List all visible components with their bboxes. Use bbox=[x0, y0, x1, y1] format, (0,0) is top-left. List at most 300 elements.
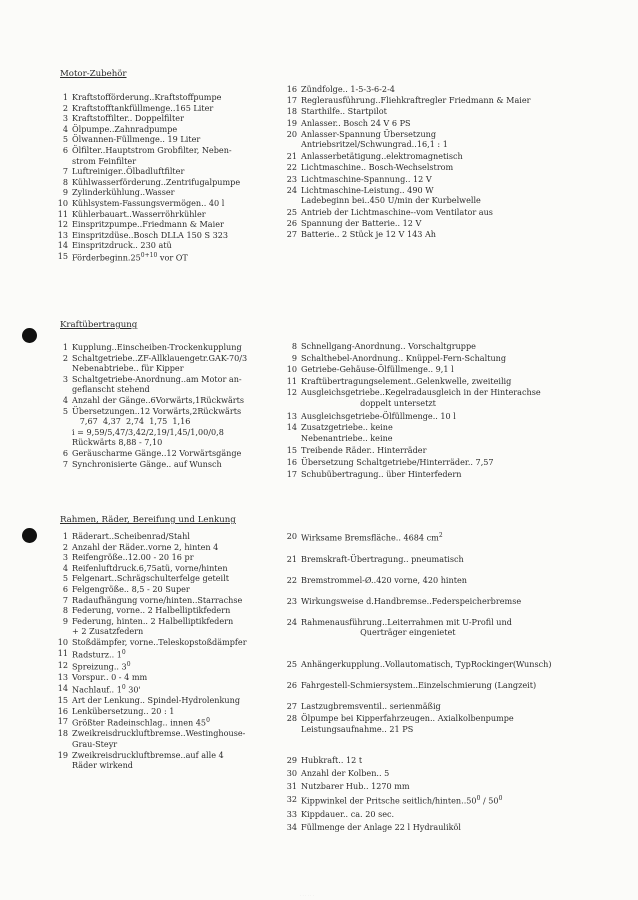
item-text bbox=[301, 341, 476, 352]
item-text bbox=[72, 240, 172, 251]
item-label: Anzahl der Räder..vorne 2, hinten 4 bbox=[72, 541, 219, 552]
item-number: 29 bbox=[286, 755, 297, 766]
item-body bbox=[301, 680, 536, 691]
item-body bbox=[301, 376, 511, 387]
item-body bbox=[72, 406, 241, 448]
item-label: Antrieb der Lichtmaschine--vom Ventilator aus bbox=[301, 207, 493, 218]
item-body bbox=[72, 552, 194, 563]
item-continuation: Antriebsritzel/Schwungrad..16,1 : 1 bbox=[301, 139, 448, 150]
item-number: 25 bbox=[286, 207, 297, 218]
item-number: 7 bbox=[62, 458, 68, 469]
item-label: Stoßdämpfer, vorne..Teleskopstoßdämpfer bbox=[72, 636, 247, 647]
item-text bbox=[72, 134, 200, 145]
item-label: Anlasserbetätigung..elektromagnetisch bbox=[301, 151, 463, 162]
item-number: 10 bbox=[57, 197, 68, 208]
item-text bbox=[72, 683, 141, 695]
item-body bbox=[72, 113, 184, 124]
item-label: Kippdauer.. ca. 20 sec. bbox=[301, 808, 395, 819]
item-text bbox=[301, 151, 463, 162]
item-label: Schalthebel-Anordnung.. Knüppel-Fern-Schaltung bbox=[301, 352, 507, 363]
item-label: Lichtmaschine-Spannung.. 12 V bbox=[301, 173, 432, 184]
item-number: 6 bbox=[62, 144, 68, 155]
item-number: 13 bbox=[286, 410, 297, 421]
list-item bbox=[283, 596, 618, 607]
item-number: 7 bbox=[62, 166, 68, 177]
list-item bbox=[283, 185, 613, 206]
item-body bbox=[301, 713, 514, 734]
item-label: Nachlauf.. 1 bbox=[72, 684, 122, 695]
item-body bbox=[72, 750, 224, 771]
list-item bbox=[283, 445, 613, 456]
item-text bbox=[301, 701, 441, 712]
item-text bbox=[301, 185, 481, 196]
item-label: Füllmenge der Anlage 22 l Hydrauliköl bbox=[301, 821, 461, 832]
item-text bbox=[301, 387, 541, 398]
item-body bbox=[301, 445, 426, 456]
item-tail: / 50 bbox=[480, 795, 499, 806]
item-body bbox=[301, 106, 387, 117]
item-body bbox=[72, 124, 177, 135]
item-label: Anlasser.. Bosch 24 V 6 PS bbox=[301, 117, 411, 128]
item-body bbox=[301, 218, 421, 229]
item-tail: 30' bbox=[125, 684, 141, 695]
item-body bbox=[301, 84, 395, 95]
list-item bbox=[283, 106, 613, 117]
right-column bbox=[283, 531, 618, 835]
item-label: Lichtmaschine-Leistung.. 490 W bbox=[301, 184, 434, 195]
item-body bbox=[301, 162, 453, 173]
item-number: 34 bbox=[286, 821, 297, 832]
item-label: Einspritzdruck.. 230 atü bbox=[72, 240, 172, 251]
item-body bbox=[301, 411, 456, 422]
list-item bbox=[54, 660, 289, 672]
item-body bbox=[72, 448, 241, 459]
item-number: 3 bbox=[62, 113, 68, 124]
item-text bbox=[72, 103, 213, 114]
item-number: 3 bbox=[62, 552, 68, 563]
item-body bbox=[72, 683, 141, 695]
item-text bbox=[72, 92, 221, 103]
list-item bbox=[283, 755, 618, 766]
right-column bbox=[283, 84, 613, 241]
item-number: 31 bbox=[286, 781, 297, 792]
item-label: Einspritzdüse..Bosch DLLA 150 S 323 bbox=[72, 229, 229, 240]
item-number: 17 bbox=[286, 468, 297, 479]
item-body bbox=[72, 166, 184, 177]
item-body bbox=[72, 531, 190, 542]
item-number: 33 bbox=[286, 808, 297, 819]
item-body bbox=[301, 95, 531, 106]
item-number: 11 bbox=[57, 647, 68, 658]
item-label: Zweikreisdruckluftbremse..auf alle 4 bbox=[72, 749, 224, 760]
list-item bbox=[54, 230, 289, 241]
item-number: 4 bbox=[62, 562, 68, 573]
item-number: 9 bbox=[62, 187, 68, 198]
item-body bbox=[301, 185, 481, 206]
list-item bbox=[283, 229, 613, 240]
item-number: 8 bbox=[62, 176, 68, 187]
item-number: 19 bbox=[57, 749, 68, 760]
item-label: Kraftstofförderung..Kraftstoffpumpe bbox=[72, 92, 222, 102]
item-body bbox=[72, 542, 218, 553]
list-item bbox=[54, 113, 289, 124]
item-label: Federung, hinten.. 2 Halbelliptikfedern bbox=[72, 615, 234, 626]
list-item bbox=[54, 251, 289, 263]
list-item bbox=[54, 573, 289, 584]
item-number: 11 bbox=[286, 375, 297, 386]
list-item bbox=[283, 411, 613, 422]
item-label: Fahrgestell-Schmiersystem..Einzelschmierung (Langzeit) bbox=[301, 679, 537, 690]
superscript: 0+1 bbox=[140, 251, 154, 259]
item-text bbox=[301, 129, 448, 140]
list-item bbox=[54, 219, 289, 230]
item-number: 32 bbox=[286, 794, 297, 804]
item-label: Kühlsystem-Fassungsvermögen.. 40 l bbox=[72, 197, 225, 208]
item-body bbox=[72, 605, 230, 616]
item-number: 9 bbox=[291, 352, 297, 363]
item-label: Reifenluftdruck.6,75atü, vorne/hinten bbox=[72, 562, 228, 573]
item-continuation: Querträger eingenietet bbox=[301, 627, 456, 638]
list-item bbox=[283, 129, 613, 150]
item-body bbox=[301, 575, 467, 586]
left-column bbox=[54, 342, 289, 469]
item-label: Lastzugbremsventil.. serienmäßig bbox=[301, 700, 441, 711]
item-text bbox=[72, 187, 175, 198]
list-item bbox=[54, 552, 289, 563]
item-text bbox=[301, 680, 536, 691]
item-continuation: i = 9,59/5,47/3,42/2,19/1,45/1,00/0,8 bbox=[72, 426, 224, 437]
item-number: 22 bbox=[286, 162, 297, 173]
item-body bbox=[72, 230, 228, 241]
item-label: Anzahl der Kolben.. 5 bbox=[301, 768, 390, 779]
item-text bbox=[72, 573, 229, 584]
right-column bbox=[283, 341, 613, 480]
item-label: Ausgleichsgetriebe-Ölfüllmenge.. 10 l bbox=[301, 410, 456, 421]
item-label: Starthilfe.. Startpilot bbox=[301, 106, 387, 117]
punch-hole-top bbox=[22, 328, 37, 343]
list-item bbox=[54, 595, 289, 606]
item-body bbox=[72, 459, 222, 470]
item-text bbox=[72, 353, 247, 364]
list-item bbox=[283, 174, 613, 185]
item-text bbox=[72, 552, 194, 563]
item-body bbox=[301, 701, 441, 712]
item-label: Ölpumpe..Zahnradpumpe bbox=[72, 123, 178, 134]
list-item bbox=[283, 376, 613, 387]
item-text bbox=[301, 659, 552, 670]
item-number: 2 bbox=[62, 102, 68, 113]
item-number: 12 bbox=[57, 659, 68, 670]
item-text bbox=[72, 448, 241, 459]
list-item bbox=[283, 701, 618, 712]
left-column bbox=[54, 531, 289, 771]
superscript: 0 bbox=[121, 683, 126, 691]
item-label: Anzahl der Gänge..6Vorwärts,1Rückwärts bbox=[72, 394, 245, 405]
item-label: Förderbeginn.25 bbox=[72, 252, 141, 263]
list-item bbox=[54, 637, 289, 648]
section-title: Motor-Zubehör bbox=[60, 69, 127, 79]
list-item bbox=[283, 469, 613, 480]
item-text bbox=[301, 781, 410, 792]
item-body bbox=[301, 207, 493, 218]
item-text bbox=[72, 395, 244, 406]
list-item bbox=[283, 794, 618, 806]
item-text bbox=[301, 174, 432, 185]
item-body bbox=[72, 672, 147, 683]
item-body bbox=[301, 364, 454, 375]
item-label: Reglerausführung..Fliehkraftregler Friedmann & Maier bbox=[301, 95, 531, 106]
item-text bbox=[72, 251, 188, 263]
item-label: Schnellgang-Anordnung.. Vorschaltgruppe bbox=[301, 341, 476, 351]
item-text bbox=[301, 207, 493, 218]
left-column bbox=[54, 92, 289, 263]
item-body bbox=[72, 374, 242, 395]
list-item bbox=[283, 531, 618, 543]
item-number: 24 bbox=[286, 184, 297, 195]
list-item bbox=[54, 406, 289, 448]
item-label: Ölfilter..Hauptstrom Grobfilter, Neben- bbox=[72, 144, 232, 155]
item-number: 10 bbox=[286, 364, 297, 375]
item-label: Reifengröße..12.00 - 20 16 pr bbox=[72, 552, 194, 563]
item-body bbox=[72, 395, 244, 406]
list-item bbox=[283, 95, 613, 106]
item-body bbox=[301, 118, 411, 129]
list-item bbox=[283, 353, 613, 364]
item-number: 6 bbox=[62, 583, 68, 594]
item-text bbox=[72, 209, 206, 220]
item-number: 11 bbox=[57, 208, 68, 219]
item-text bbox=[72, 113, 184, 124]
item-continuation: doppelt untersetzt bbox=[301, 397, 436, 408]
list-item bbox=[54, 177, 289, 188]
item-text bbox=[72, 342, 242, 353]
item-continuation: Grau-Steyr bbox=[72, 739, 118, 750]
superscript: 2 bbox=[438, 532, 443, 539]
list-item bbox=[54, 605, 289, 616]
item-number: 16 bbox=[286, 456, 297, 467]
list-item bbox=[283, 118, 613, 129]
item-text bbox=[72, 695, 240, 706]
item-text bbox=[301, 575, 467, 586]
item-label: Radaufhängung vorne/hinten..Starrachse bbox=[72, 594, 243, 605]
item-body bbox=[72, 648, 126, 660]
item-number: 9 bbox=[62, 615, 68, 626]
item-number: 6 bbox=[62, 447, 68, 458]
item-label: Lenkübersetzung.. 20 : 1 bbox=[72, 705, 175, 716]
item-number: 21 bbox=[286, 151, 297, 162]
item-label: Rahmenausführung..Leiterrahmen mit U-Profil und bbox=[301, 616, 512, 627]
item-body bbox=[72, 706, 174, 717]
item-body bbox=[72, 103, 213, 114]
item-number: 13 bbox=[57, 229, 68, 240]
item-label: Felgenart..Schrägschulterfelge geteilt bbox=[72, 573, 229, 584]
item-text bbox=[72, 531, 190, 542]
item-text bbox=[72, 563, 228, 574]
item-body bbox=[72, 695, 240, 706]
item-body bbox=[301, 554, 464, 565]
item-number: 18 bbox=[286, 106, 297, 117]
item-number: 14 bbox=[57, 682, 68, 693]
item-number: 1 bbox=[62, 92, 68, 102]
item-text bbox=[301, 229, 436, 240]
list-item bbox=[283, 768, 618, 779]
list-item bbox=[283, 575, 618, 586]
item-label: Hubkraft.. 12 t bbox=[301, 755, 363, 766]
item-text bbox=[301, 809, 394, 820]
list-item bbox=[54, 542, 289, 553]
item-body bbox=[72, 716, 210, 728]
item-body bbox=[72, 584, 190, 595]
item-number: 28 bbox=[286, 713, 297, 724]
item-number: 18 bbox=[57, 728, 68, 739]
item-number: 25 bbox=[286, 658, 297, 669]
item-body bbox=[72, 595, 242, 606]
list-item bbox=[283, 84, 613, 95]
item-body bbox=[72, 240, 172, 251]
item-text bbox=[72, 584, 190, 595]
list-item bbox=[283, 422, 613, 443]
item-label: Übersetzungen..12 Vorwärts,2Rückwärts bbox=[72, 405, 242, 416]
list-item bbox=[283, 659, 618, 670]
item-label: Spreizung.. 3 bbox=[72, 661, 127, 672]
item-label: Kühlwasserförderung..Zentrifugalpumpe bbox=[72, 176, 241, 187]
item-body bbox=[301, 469, 461, 480]
item-body bbox=[72, 637, 247, 648]
item-text bbox=[72, 406, 241, 417]
item-number: 27 bbox=[286, 700, 297, 711]
item-body bbox=[72, 134, 200, 145]
list-item bbox=[54, 672, 289, 683]
section-title: Rahmen, Räder, Bereifung und Lenkung bbox=[60, 515, 236, 525]
item-text bbox=[72, 672, 147, 683]
list-item bbox=[54, 240, 289, 251]
list-item bbox=[54, 448, 289, 459]
item-body bbox=[301, 794, 502, 806]
item-number: 8 bbox=[62, 605, 68, 616]
list-item bbox=[283, 781, 618, 792]
list-item bbox=[283, 151, 613, 162]
item-number: 4 bbox=[62, 394, 68, 405]
list-item bbox=[283, 218, 613, 229]
list-item bbox=[54, 342, 289, 353]
item-label: Einspritzpumpe..Friedmann & Maier bbox=[72, 219, 224, 230]
item-text bbox=[301, 531, 443, 543]
list-item bbox=[54, 374, 289, 395]
item-body bbox=[72, 219, 224, 230]
item-text bbox=[301, 118, 411, 129]
item-label: Batterie.. 2 Stück je 12 V 143 Ah bbox=[301, 229, 437, 240]
item-label: Nutzbarer Hub.. 1270 mm bbox=[301, 781, 410, 792]
list-item bbox=[54, 395, 289, 406]
item-continuation: strom Feinfilter bbox=[72, 155, 137, 166]
list-item bbox=[54, 92, 289, 103]
punch-hole-bottom bbox=[22, 528, 37, 543]
item-number: 12 bbox=[57, 219, 68, 230]
list-item bbox=[283, 809, 618, 820]
item-number: 3 bbox=[62, 373, 68, 384]
item-body bbox=[301, 353, 506, 364]
list-item bbox=[283, 680, 618, 691]
superscript: 0 bbox=[206, 717, 210, 725]
item-number: 26 bbox=[286, 679, 297, 690]
item-text bbox=[72, 605, 230, 616]
list-item bbox=[54, 750, 289, 771]
item-label: Ölpumpe bei Kipperfahrzeugen.. Axialkolbenpumpe bbox=[301, 713, 514, 724]
item-number: 5 bbox=[62, 134, 68, 145]
list-item bbox=[283, 364, 613, 375]
superscript: 0 bbox=[121, 648, 126, 656]
item-number: 26 bbox=[286, 218, 297, 229]
list-item bbox=[54, 706, 289, 717]
item-text bbox=[72, 660, 131, 672]
item-text bbox=[301, 422, 393, 433]
item-label: Wirksame Bremsfläche.. 4684 cm bbox=[301, 532, 439, 543]
list-item bbox=[54, 134, 289, 145]
item-number: 17 bbox=[57, 716, 68, 727]
item-body bbox=[301, 151, 463, 162]
item-continuation: Ladebeginn bei..450 U/min der Kurbelwelle bbox=[301, 195, 481, 206]
item-continuation: Nebenantriebe.. keine bbox=[301, 432, 393, 443]
item-label: Lichtmaschine.. Bosch-Wechselstrom bbox=[301, 162, 454, 173]
item-text bbox=[72, 750, 224, 761]
superscript: 0 bbox=[126, 660, 131, 668]
item-body bbox=[301, 781, 410, 792]
superscript: 0 bbox=[153, 251, 158, 259]
item-label: Federung, vorne.. 2 Halbelliptikfedern bbox=[72, 605, 231, 616]
item-number: 22 bbox=[286, 574, 297, 585]
item-text bbox=[301, 411, 456, 422]
item-label: Spannung der Batterie.. 12 V bbox=[301, 218, 422, 229]
item-text bbox=[72, 648, 126, 660]
item-label: Kraftstofftankfüllmenge..165 Liter bbox=[72, 102, 214, 113]
list-item bbox=[54, 683, 289, 695]
list-item bbox=[54, 187, 289, 198]
item-label: Anlasser-Spannung Übersetzung bbox=[301, 128, 437, 139]
item-number: 23 bbox=[286, 595, 297, 606]
item-number: 1 bbox=[62, 531, 68, 541]
item-label: Felgengröße.. 8,5 - 20 Super bbox=[72, 583, 190, 594]
item-body bbox=[301, 596, 521, 607]
item-label: Geräuscharme Gänge..12 Vorwärtsgänge bbox=[72, 447, 242, 458]
item-text bbox=[301, 162, 453, 173]
item-text bbox=[72, 595, 242, 606]
item-number: 10 bbox=[57, 636, 68, 647]
item-body bbox=[301, 422, 393, 443]
item-text bbox=[301, 364, 454, 375]
item-body bbox=[72, 177, 240, 188]
item-label: Radsturz.. 1 bbox=[72, 649, 122, 660]
item-body bbox=[301, 531, 443, 543]
item-number: 4 bbox=[62, 123, 68, 134]
item-text bbox=[72, 706, 174, 717]
item-number: 2 bbox=[62, 352, 68, 363]
item-number: 14 bbox=[286, 422, 297, 433]
item-body bbox=[72, 145, 232, 166]
item-body bbox=[301, 809, 394, 820]
list-item bbox=[283, 387, 613, 408]
item-text bbox=[72, 219, 224, 230]
item-continuation: 7,67 4,37 2,74 1,75 1,16 bbox=[72, 416, 191, 427]
item-label: Ausgleichsgetriebe..Kegelradausgleich in der Hinterachse bbox=[301, 387, 541, 398]
item-number: 17 bbox=[286, 95, 297, 106]
item-text bbox=[301, 713, 514, 724]
item-body bbox=[301, 768, 389, 779]
item-text bbox=[72, 230, 228, 241]
item-continuation: Räder wirkend bbox=[72, 760, 133, 771]
item-body bbox=[72, 353, 247, 374]
item-number: 13 bbox=[57, 672, 68, 683]
item-text bbox=[72, 145, 232, 156]
